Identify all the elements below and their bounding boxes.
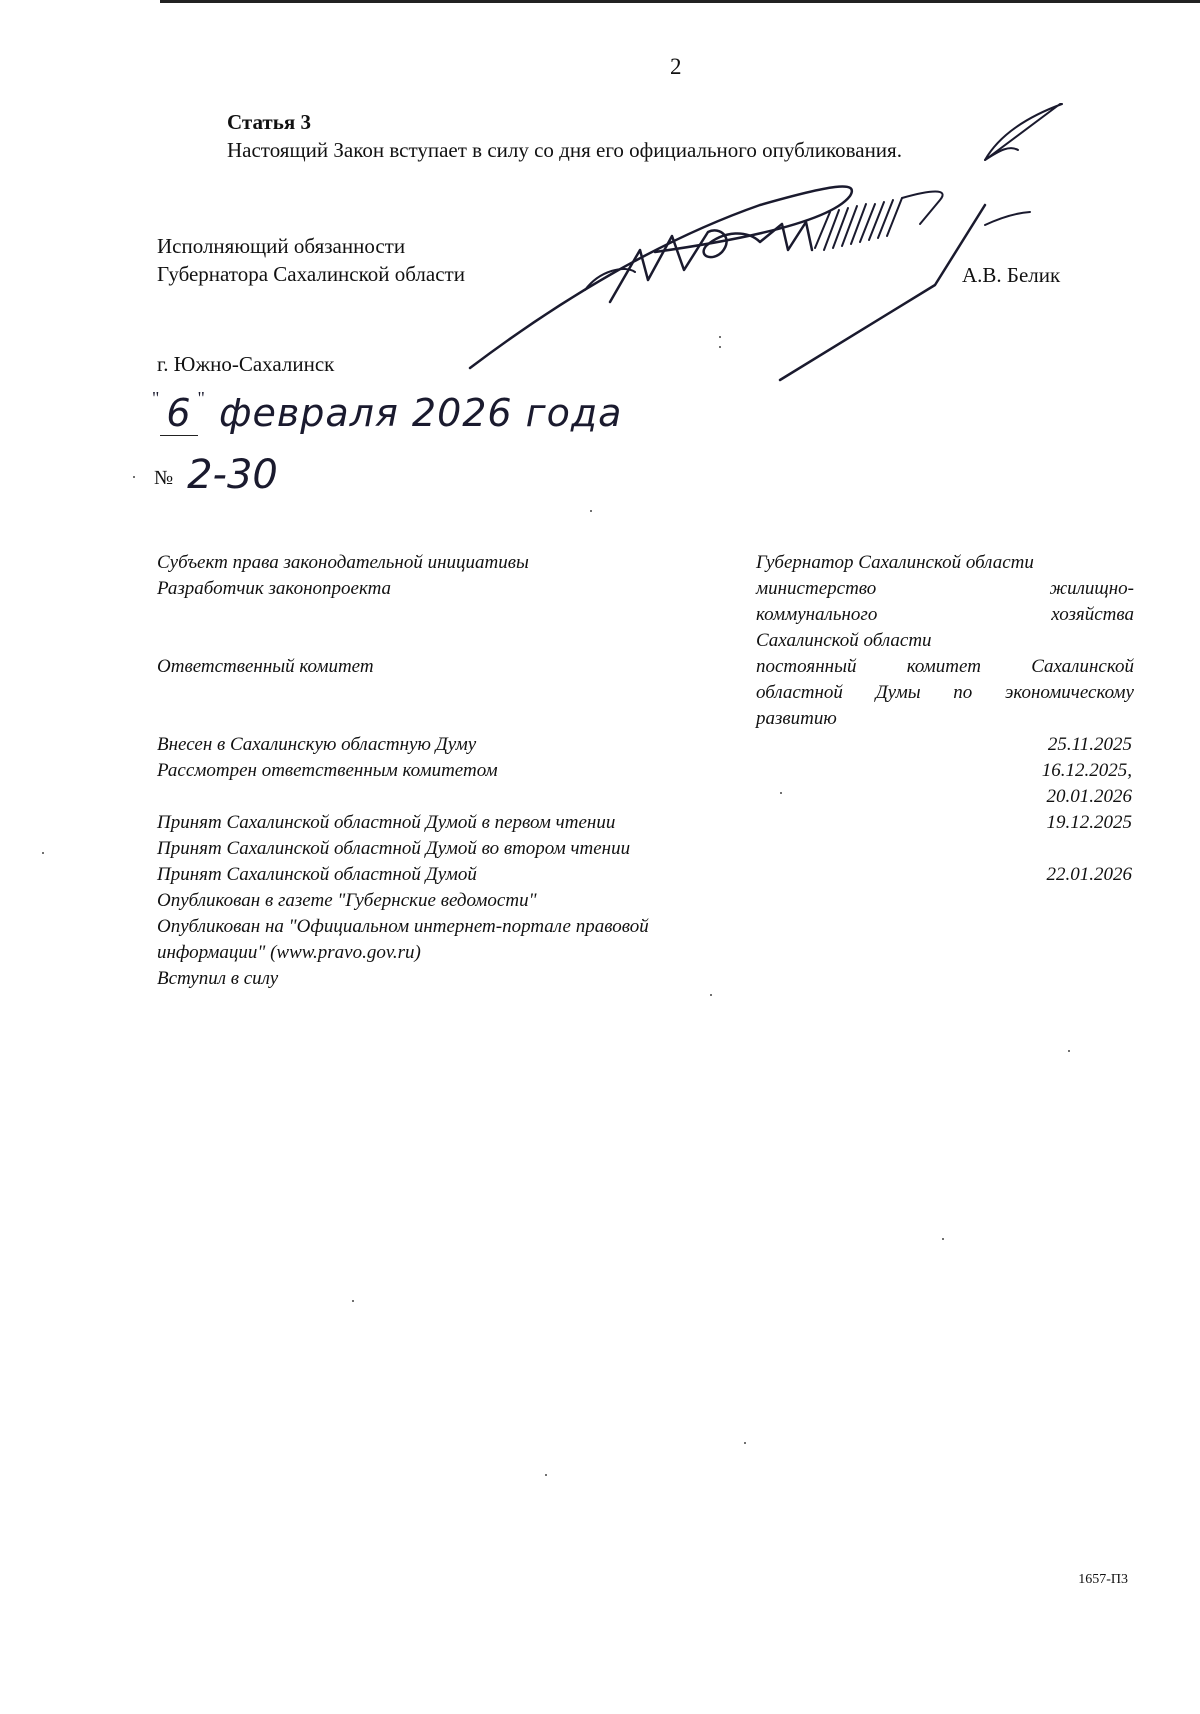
first-reading-label: Принят Сахалинской областной Думой в первом чтении <box>157 812 616 833</box>
handwritten-number: 2-30 <box>187 452 278 498</box>
effective-label: Вступил в силу <box>157 968 279 989</box>
top-border-line <box>160 0 1200 3</box>
scan-speck <box>719 346 721 348</box>
adopted-date: 22.01.2026 <box>1046 864 1132 885</box>
committee-value-line-2: областной Думы по экономическому <box>756 682 1134 703</box>
adopted-label: Принят Сахалинской областной Думой <box>157 864 477 885</box>
official-position <box>157 232 465 288</box>
article-text: Настоящий Закон вступает в силу со дня его официального опубликования. <box>227 138 902 162</box>
official-position-line-1: Исполняющий обязанности <box>157 234 406 258</box>
submitted-label: Внесен в Сахалинскую областную Думу <box>157 734 477 755</box>
developer-value-line-3: Сахалинской области <box>756 630 932 651</box>
committee-value-line-1: постоянный комитет Сахалинской <box>756 656 1134 677</box>
published-portal-line-2: информации" (www.pravo.gov.ru) <box>157 942 421 963</box>
article-title: Статья 3 <box>227 110 311 134</box>
number-label: № <box>154 467 174 489</box>
scan-speck <box>1068 1050 1070 1052</box>
developer-label: Разработчик законопроекта <box>157 578 392 599</box>
handwritten-month-year: февраля 2026 года <box>219 391 623 435</box>
submitted-date: 25.11.2025 <box>1047 734 1132 755</box>
initiative-subject-label: Субъект права законодательной инициативы <box>157 552 529 573</box>
article-3 <box>227 108 902 164</box>
scan-speck <box>42 852 44 854</box>
published-newspaper-label: Опубликован в газете "Губернские ведомости" <box>157 890 537 911</box>
handwritten-day: 6 <box>160 391 197 436</box>
scan-speck <box>744 1442 746 1444</box>
law-number <box>154 452 278 498</box>
city: г. Южно-Сахалинск <box>157 352 335 376</box>
official-position-line-2: Губернатора Сахалинской области <box>157 262 465 286</box>
published-portal-line-1: Опубликован на "Официальном интернет-портале правовой <box>157 916 649 937</box>
reviewed-label: Рассмотрен ответственным комитетом <box>157 760 498 781</box>
reviewed-date-2: 20.01.2026 <box>1046 786 1132 807</box>
scan-speck <box>719 336 721 338</box>
developer-value-line-1: министерство жилищно- <box>756 578 1134 599</box>
scan-speck <box>780 792 782 794</box>
scan-speck <box>942 1238 944 1240</box>
scan-speck <box>590 510 592 512</box>
second-reading-label: Принят Сахалинской областной Думой во втором чтении <box>157 838 631 859</box>
initiative-subject-value: Губернатор Сахалинской области <box>756 552 1034 573</box>
developer-value-line-2: коммунального хозяйства <box>756 604 1134 625</box>
official-name: А.В. Белик <box>962 263 1061 287</box>
page-number: 2 <box>670 54 682 79</box>
scan-speck <box>545 1474 547 1476</box>
scan-speck <box>710 994 712 996</box>
reviewed-date-1: 16.12.2025, <box>1041 760 1132 781</box>
first-reading-date: 19.12.2025 <box>1046 812 1132 833</box>
committee-label: Ответственный комитет <box>157 656 374 677</box>
handwritten-date: " 6 " февраля 2026 года <box>152 388 623 435</box>
document-code: 1657-П3 <box>1078 1572 1128 1587</box>
committee-value-line-3: развитию <box>756 708 837 729</box>
scan-speck <box>133 476 135 478</box>
scan-speck <box>352 1300 354 1302</box>
